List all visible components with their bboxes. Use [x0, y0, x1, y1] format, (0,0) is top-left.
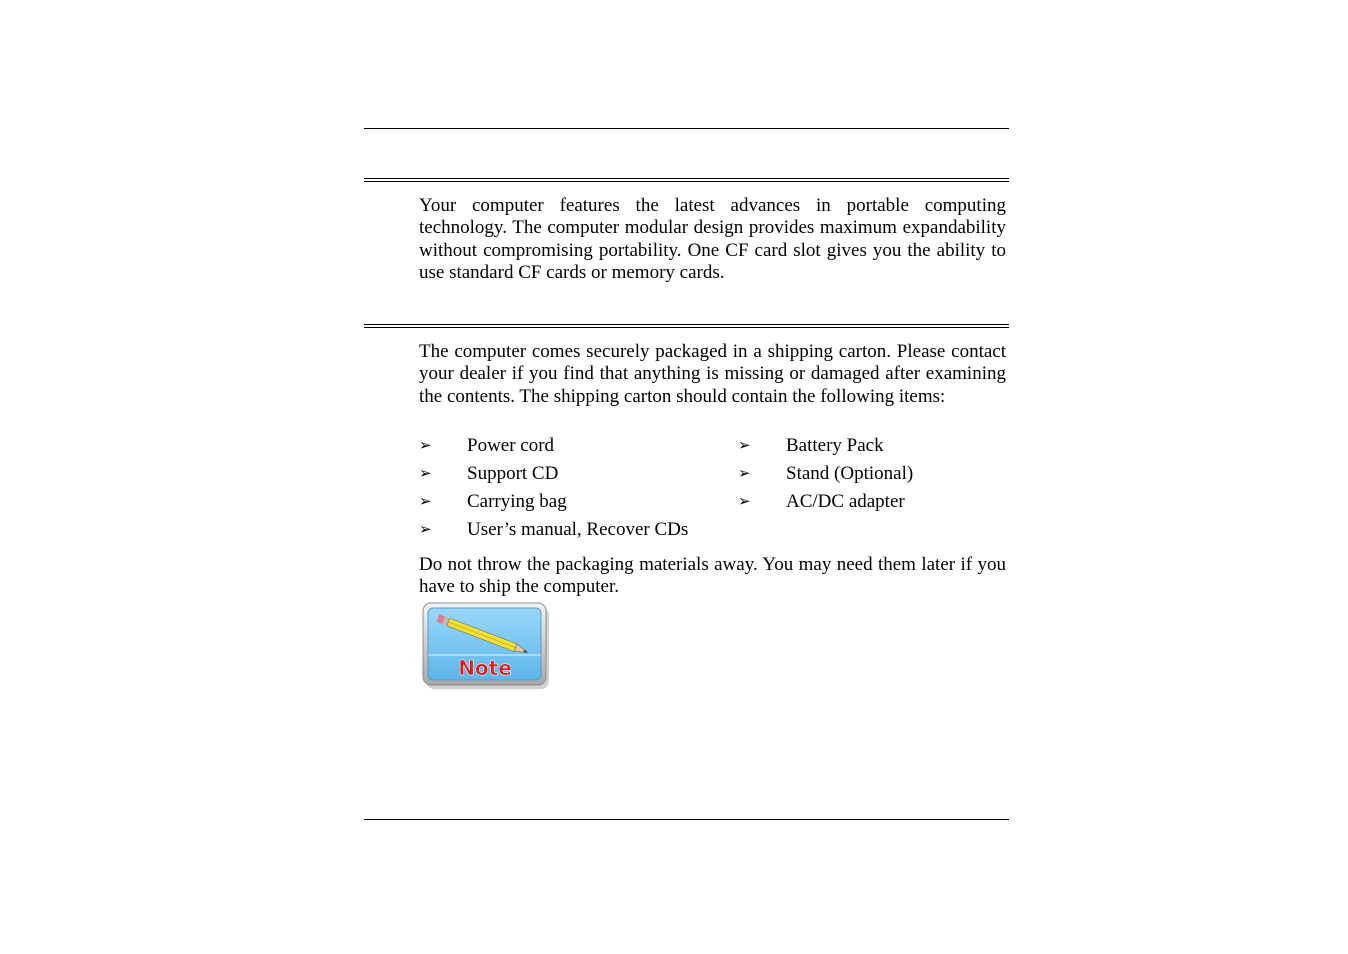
pencil-note-icon [422, 602, 550, 690]
arrow-bullet-icon: ➢ [419, 436, 432, 454]
item-label: AC/DC adapter [786, 491, 905, 512]
item-label: Stand (Optional) [786, 463, 914, 484]
arrow-bullet-icon: ➢ [419, 492, 432, 510]
arrow-bullet-icon: ➢ [738, 464, 751, 482]
arrow-bullet-icon: ➢ [738, 436, 751, 454]
section-rule-overview [364, 178, 1009, 182]
overview-paragraph: Your computer features the latest advances in portable computing technology. The computer modular design provides maximum expandability without compromising portability. One CF card slot gives you the ability to use standard CF cards or memory cards. [419, 195, 1006, 284]
package-paragraph: The computer comes securely packaged in a shipping carton. Please contact your dealer if you find that anything is missing or damaged after examining the contents. The shipping carton should contain the following items: [419, 341, 1006, 407]
item-label: Battery Pack [786, 435, 884, 456]
item-label: User’s manual, Recover CDs [467, 519, 689, 540]
item-label: Carrying bag [467, 491, 567, 512]
footer-rule [364, 819, 1009, 820]
item-label: Support CD [467, 463, 559, 484]
package-contents-list [419, 432, 1019, 548]
note-label: Note [458, 656, 512, 680]
arrow-bullet-icon: ➢ [419, 464, 432, 482]
arrow-bullet-icon: ➢ [419, 520, 432, 538]
header-rule [364, 128, 1009, 129]
packaging-advice-paragraph: Do not throw the packaging materials away. You may need them later if you have to ship the computer. [419, 554, 1006, 598]
item-label: Power cord [467, 435, 555, 456]
arrow-bullet-icon: ➢ [738, 492, 751, 510]
section-rule-package [364, 324, 1009, 328]
